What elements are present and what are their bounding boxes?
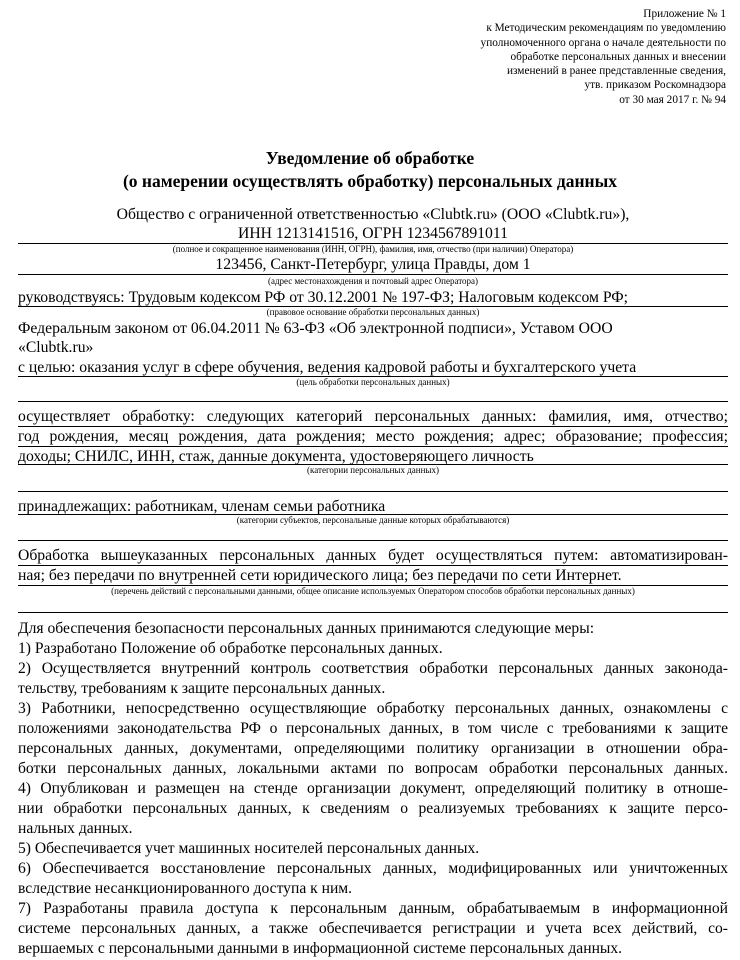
appendix-line: к Методическим рекомендациям по уведомлению [486,22,726,35]
measure-line: нии обработки персональных данных, к сведениям о реализуемых требованиях к защите персо- [18,800,728,817]
operator-ids: ИНН 1213141516, ОГРН 1234567891011 [18,224,728,244]
processing-line2: ная; без передачи по внутренней сети юридического лица; без передачи по сети Интернет. [18,566,728,586]
categories-caption: (категории персональных данных) [307,465,439,475]
measure-line: вершаемых с персональными данными в информационной системе персональных данных. [18,940,623,957]
appendix-line: утв. приказом Роскомнадзора [584,79,726,92]
measure-line: 1) Разработано Положение об обработке персональных данных. [18,640,443,657]
operator-name: Общество с ограниченной ответственностью «Clubtk.ru» (ООО «Clubtk.ru»), [116,206,630,223]
appendix-line: изменений в ранее представленные сведения, [506,65,726,78]
measures-intro: Для обеспечения безопасности персональных данных принимаются следующие меры: [18,620,595,637]
processing-caption: (перечень действий с персональными данными, общее описание используемых Оператором способов обработки персональных данных) [111,586,635,596]
measure-line: персональных данных, документами, определяющими политику организации в отношении обра- [18,740,728,757]
blank-underline [18,612,728,613]
measure-line: 2) Осуществляется внутренний контроль соответствия обработки персональных данных законода- [18,660,728,677]
title-line: Уведомление об обработке [265,148,475,168]
appendix-line: уполномоченного органа о начале деятельности по [480,36,726,49]
categories-line2: год рождения, месяц рождения, дата рождения; место рождения; адрес; образование; профессия; [18,428,728,445]
measure-line: вследствие несанкционированного доступа к ним. [18,880,353,897]
measure-line: тельству, требованиям к защите персональных данных. [18,680,386,697]
categories-line3: доходы; СНИЛС, ИНН, стаж, данные документа, удостоверяющего личность [18,447,728,465]
subjects-line: принадлежащих: работникам, членам семьи работника [18,497,728,515]
appendix-line: Приложение № 1 [643,8,726,20]
purpose-line: с целью: оказания услуг в сфере обучения, ведения кадровой работы и бухгалтерского учета [18,358,728,377]
legal-basis-line3: «Clubtk.ru» [18,339,94,356]
measure-line: 4) Опубликован и размещен на стенде организации документ, определяющий политику в отноше- [18,780,728,797]
document-title [0,147,740,193]
operator-address: 123456, Санкт-Петербург, улица Правды, дом 1 [18,255,728,275]
legal-basis-caption: (правовое основание обработки персональных данных) [266,307,480,317]
appendix-note [406,7,726,107]
measure-line: ботки персональных данных, локальными актами по вопросам обработки персональных данных. [18,760,728,777]
purpose-caption: (цель обработки персональных данных) [296,377,450,387]
measure-line: 6) Обеспечивается восстановление персональных данных, модифицированных или уничтоженных [18,860,728,877]
measure-line: положениями законодательства РФ о персональных данных, в том числе с требованиями к защите [18,720,728,737]
appendix-line: от 30 мая 2017 г. № 94 [619,93,726,106]
appendix-line: обработке персональных данных и внесении [510,50,726,63]
blank-underline [18,540,728,541]
processing-line1: Обработка вышеуказанных персональных данных будет осуществляться путем: автоматизирован- [18,547,728,564]
title-line: (о намерении осуществлять обработку) персональных данных [122,171,618,191]
categories-line1: осуществляет обработку: следующих категорий персональных данных: фамилия, имя, отчество; [18,408,728,425]
blank-underline [18,491,728,492]
measure-line: нальных данных. [18,820,133,837]
measure-line: системе персональных данных, а также обеспечивается регистрации и учета всех действий, со- [18,920,728,937]
subjects-caption: (категории субъектов, персональные данные которых обрабатываются) [236,515,510,525]
operator-caption: (полное и сокращенное наименования (ИНН, ОГРН), фамилия, имя, отчество (при наличии) Оператора) [172,244,574,254]
legal-basis-line2: Федеральным законом от 06.04.2011 № 63-ФЗ «Об электронной подписи», Уставом ООО [18,320,613,337]
blank-underline [18,401,728,402]
measure-line: 7) Разработаны правила доступа к персональным данным, обрабатываемым в информационной [18,900,728,917]
legal-basis-line1: руководствуясь: Трудовым кодексом РФ от 30.12.2001 № 197-ФЗ; Налоговым кодексом РФ; [18,288,728,307]
measure-line: 5) Обеспечивается учет машинных носителей персональных данных. [18,840,480,857]
address-caption: (адрес местонахождения и почтовый адрес Оператора) [267,276,479,286]
measure-line: 3) Работники, непосредственно осуществляющие обработку персональных данных, ознакомлены с [18,700,728,717]
